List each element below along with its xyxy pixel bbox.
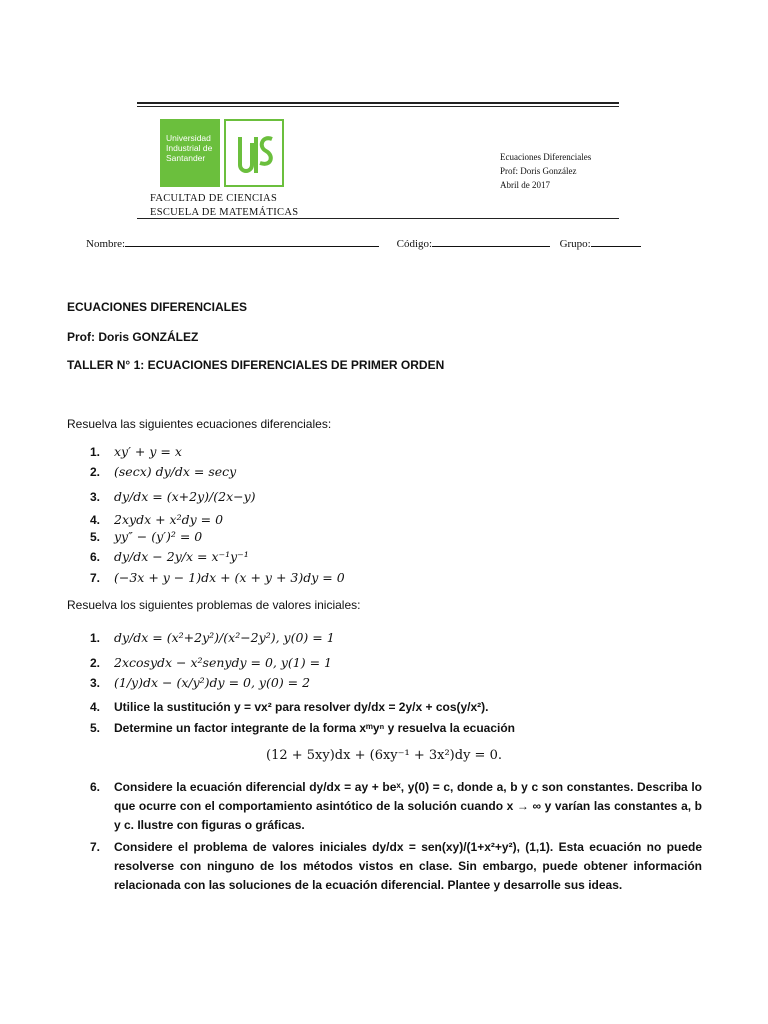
logo-line: Universidad <box>166 133 211 143</box>
list-item <box>90 630 335 645</box>
document-title: ECUACIONES DIFERENCIALES <box>67 300 248 314</box>
list-item <box>90 838 702 895</box>
list-item <box>90 570 345 585</box>
item-number: 2. <box>90 465 101 479</box>
equation: xy′ + y = x <box>114 444 182 459</box>
professor-name: Prof: Doris González <box>500 166 577 176</box>
equation: (1/y)dx − (x/y²)dy = 0, y(0) = 2 <box>114 675 311 690</box>
centered-equation: (12 + 5xy)dx + (6xy⁻¹ + 3x²)dy = 0. <box>266 748 502 763</box>
uis-emblem-icon <box>226 121 282 185</box>
nombre-field[interactable] <box>125 236 379 247</box>
item-number: 6. <box>90 550 101 564</box>
list-item <box>90 778 702 835</box>
item-number: 4. <box>90 513 101 527</box>
section-1-heading: Resuelva las siguientes ecuaciones diferenciales: <box>67 417 332 431</box>
faculty-name: FACULTAD DE CIENCIAS <box>150 193 278 204</box>
equation: yy″ − (y′)² = 0 <box>114 529 203 544</box>
list-item <box>90 675 310 690</box>
university-logo <box>160 119 220 187</box>
item-number: 5. <box>90 721 101 735</box>
list-item <box>90 489 256 504</box>
list-item <box>90 529 202 544</box>
item-text: Considere la ecuación diferencial dy/dx = ay + beˣ, y(0) = c, donde a, b y c son constantes. Describa lo que ocurre con el comportamiento asintótico de la solución cuando x → ∞ y varían las constantes a, b y c. Ilustre con figuras o gráficas. <box>114 780 702 832</box>
item-number: 3. <box>90 490 101 504</box>
list-item <box>90 655 332 670</box>
list-item <box>90 464 236 479</box>
item-text: Determine un factor integrante de la forma xᵐyⁿ y resuelva la ecuación <box>114 721 515 735</box>
equation: dy/dx − 2y/x = x⁻¹y⁻¹ <box>114 549 249 564</box>
list-item <box>90 700 489 714</box>
logo-line: Industrial de <box>166 143 213 153</box>
equation: (−3x + y − 1)dx + (x + y + 3)dy = 0 <box>114 570 345 585</box>
student-fields <box>86 236 641 250</box>
codigo-field[interactable] <box>432 236 550 247</box>
item-number: 7. <box>90 571 101 585</box>
item-number: 3. <box>90 676 101 690</box>
list-item <box>90 549 249 564</box>
nombre-label: Nombre: <box>86 238 126 250</box>
item-text: Considere el problema de valores iniciales dy/dx = sen(xy)/(1+x²+y²), (1,1). Esta ecuación no puede resolverse con ninguno de los métodos vistos en clase. Sin embargo, puede obtener información relacionada con las soluciones de la ecuación diferencial. Plantee y desarrolle sus ideas. <box>114 840 702 892</box>
header-info <box>500 150 591 192</box>
uis-emblem <box>224 119 284 187</box>
date: Abril de 2017 <box>500 180 550 190</box>
item-number: 2. <box>90 656 101 670</box>
grupo-label: Grupo: <box>559 238 591 250</box>
header-bottom-rule <box>137 218 619 219</box>
logo-line: Santander <box>166 153 206 163</box>
top-rule-thin <box>137 106 619 107</box>
item-number: 1. <box>90 445 101 459</box>
equation: 2xcosydx − x²senydy = 0, y(1) = 1 <box>114 655 332 670</box>
list-item <box>90 721 515 735</box>
item-number: 7. <box>90 840 101 854</box>
item-number: 5. <box>90 530 101 544</box>
item-number: 1. <box>90 631 101 645</box>
item-number: 4. <box>90 700 101 714</box>
grupo-field[interactable] <box>591 236 641 247</box>
professor-line: Prof: Doris GONZÁLEZ <box>67 330 199 344</box>
section-2-heading: Resuelva los siguientes problemas de valores iniciales: <box>67 598 361 612</box>
equation: dy/dx = (x+2y)/(2x−y) <box>114 489 256 504</box>
course-name: Ecuaciones Diferenciales <box>500 152 592 162</box>
list-item <box>90 444 182 459</box>
equation: dy/dx = (x²+2y²)/(x²−2y²), y(0) = 1 <box>114 630 335 645</box>
equation: 2xydx + x²dy = 0 <box>114 512 224 527</box>
list-item <box>90 512 223 527</box>
item-text: Utilice la sustitución y = vx² para resolver dy/dx = 2y/x + cos(y/x²). <box>114 700 489 714</box>
workshop-title: TALLER N° 1: ECUACIONES DIFERENCIALES DE PRIMER ORDEN <box>67 358 445 372</box>
codigo-label: Código: <box>396 238 433 250</box>
item-number: 6. <box>90 780 101 794</box>
equation: (secx) dy/dx = secy <box>114 464 237 479</box>
school-name: ESCUELA DE MATEMÁTICAS <box>150 207 299 218</box>
top-rule-thick <box>137 102 619 104</box>
faculty-block <box>150 192 298 220</box>
